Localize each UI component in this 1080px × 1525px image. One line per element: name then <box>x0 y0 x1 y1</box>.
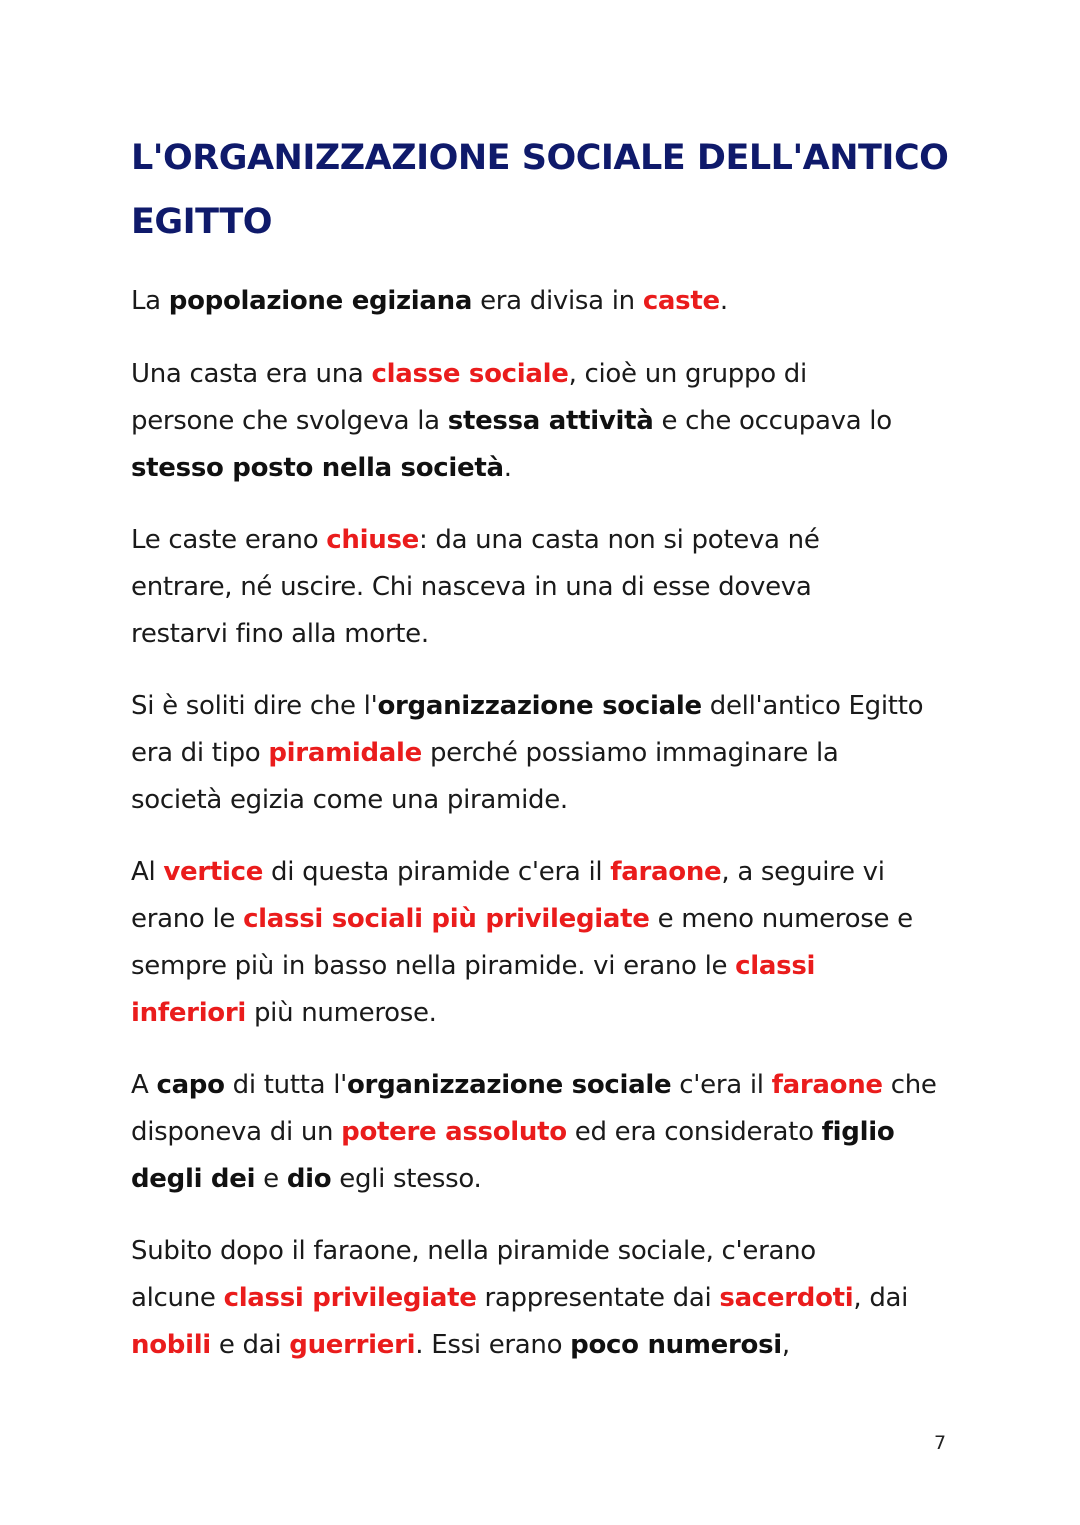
paragraph-3 <box>131 517 991 658</box>
bold-term: organizzazione sociale <box>346 1070 672 1100</box>
text: c'era il <box>671 1070 772 1100</box>
highlight-term: faraone <box>771 1070 883 1100</box>
highlight-term: piramidale <box>268 738 422 768</box>
text: . <box>503 453 512 483</box>
highlight-term: potere assoluto <box>341 1117 567 1147</box>
text: di tutta l' <box>224 1070 347 1100</box>
text: . <box>719 286 728 316</box>
page-title <box>131 126 951 254</box>
highlight-term: classe sociale <box>371 359 569 389</box>
bold-term: popolazione egiziana <box>168 286 473 316</box>
text: . Essi erano <box>415 1330 571 1360</box>
page-number: 7 <box>934 1432 947 1454</box>
highlight-term: caste <box>642 286 720 316</box>
text: era di tipo <box>131 738 269 768</box>
title-line-1: L'ORGANIZZAZIONE SOCIALE DELL'ANTICO <box>131 138 949 178</box>
highlight-term: sacerdoti <box>719 1283 854 1313</box>
text: Subito dopo il faraone, nella piramide sociale, c'erano <box>131 1236 816 1266</box>
text: che <box>882 1070 937 1100</box>
text: La <box>131 286 169 316</box>
text: più numerose. <box>246 998 437 1028</box>
text: , dai <box>853 1283 909 1313</box>
highlight-term: guerrieri <box>289 1330 416 1360</box>
text: erano le <box>131 904 244 934</box>
text: Le caste erano <box>131 525 327 555</box>
highlight-term: vertice <box>163 857 264 887</box>
text: sempre più in basso nella piramide. vi erano le <box>131 951 736 981</box>
paragraph-4 <box>131 683 991 824</box>
text: ed era considerato <box>566 1117 822 1147</box>
text: alcune <box>131 1283 224 1313</box>
text: egli stesso. <box>331 1164 482 1194</box>
text: , cioè un gruppo di <box>568 359 807 389</box>
text: e meno numerose e <box>649 904 913 934</box>
highlight-term: classi sociali più privilegiate <box>243 904 650 934</box>
highlight-term: classi <box>735 951 816 981</box>
text: e <box>255 1164 287 1194</box>
text: di questa piramide c'era il <box>263 857 611 887</box>
title-line-2: EGITTO <box>131 202 272 242</box>
text: perché possiamo immaginare la <box>421 738 839 768</box>
text: entrare, né uscire. Chi nasceva in una di esse doveva <box>131 572 812 602</box>
text: e che occupava lo <box>653 406 892 436</box>
paragraph-6 <box>131 1062 991 1203</box>
bold-term: poco numerosi <box>570 1330 782 1360</box>
bold-term: stessa attività <box>447 406 654 436</box>
highlight-term: faraone <box>610 857 722 887</box>
highlight-term: chiuse <box>326 525 419 555</box>
highlight-term: inferiori <box>131 998 246 1028</box>
highlight-term: classi privilegiate <box>223 1283 477 1313</box>
text: Si è soliti dire che l' <box>131 691 378 721</box>
bold-term: degli dei <box>131 1164 256 1194</box>
text: restarvi fino alla morte. <box>131 619 429 649</box>
text: Una casta era una <box>131 359 372 389</box>
text: : da una casta non si poteva né <box>418 525 820 555</box>
highlight-term: nobili <box>131 1330 211 1360</box>
bold-term: organizzazione sociale <box>377 691 702 721</box>
bold-term: capo <box>156 1070 225 1100</box>
bold-term: dio <box>286 1164 332 1194</box>
text: e dai <box>210 1330 290 1360</box>
text: disponeva di un <box>131 1117 342 1147</box>
text: rappresentate dai <box>476 1283 720 1313</box>
paragraph-2 <box>131 351 991 492</box>
text: Al <box>131 857 164 887</box>
text: A <box>131 1070 157 1100</box>
text: dell'antico Egitto <box>701 691 924 721</box>
paragraph-7 <box>131 1228 991 1369</box>
paragraph-1 <box>131 278 991 325</box>
text: persone che svolgeva la <box>131 406 448 436</box>
text: , <box>781 1330 790 1360</box>
bold-term: figlio <box>821 1117 895 1147</box>
bold-term: stesso posto nella società <box>131 453 504 483</box>
paragraph-5 <box>131 849 991 1037</box>
text: era divisa in <box>472 286 643 316</box>
text: società egizia come una piramide. <box>131 785 568 815</box>
text: , a seguire vi <box>721 857 885 887</box>
